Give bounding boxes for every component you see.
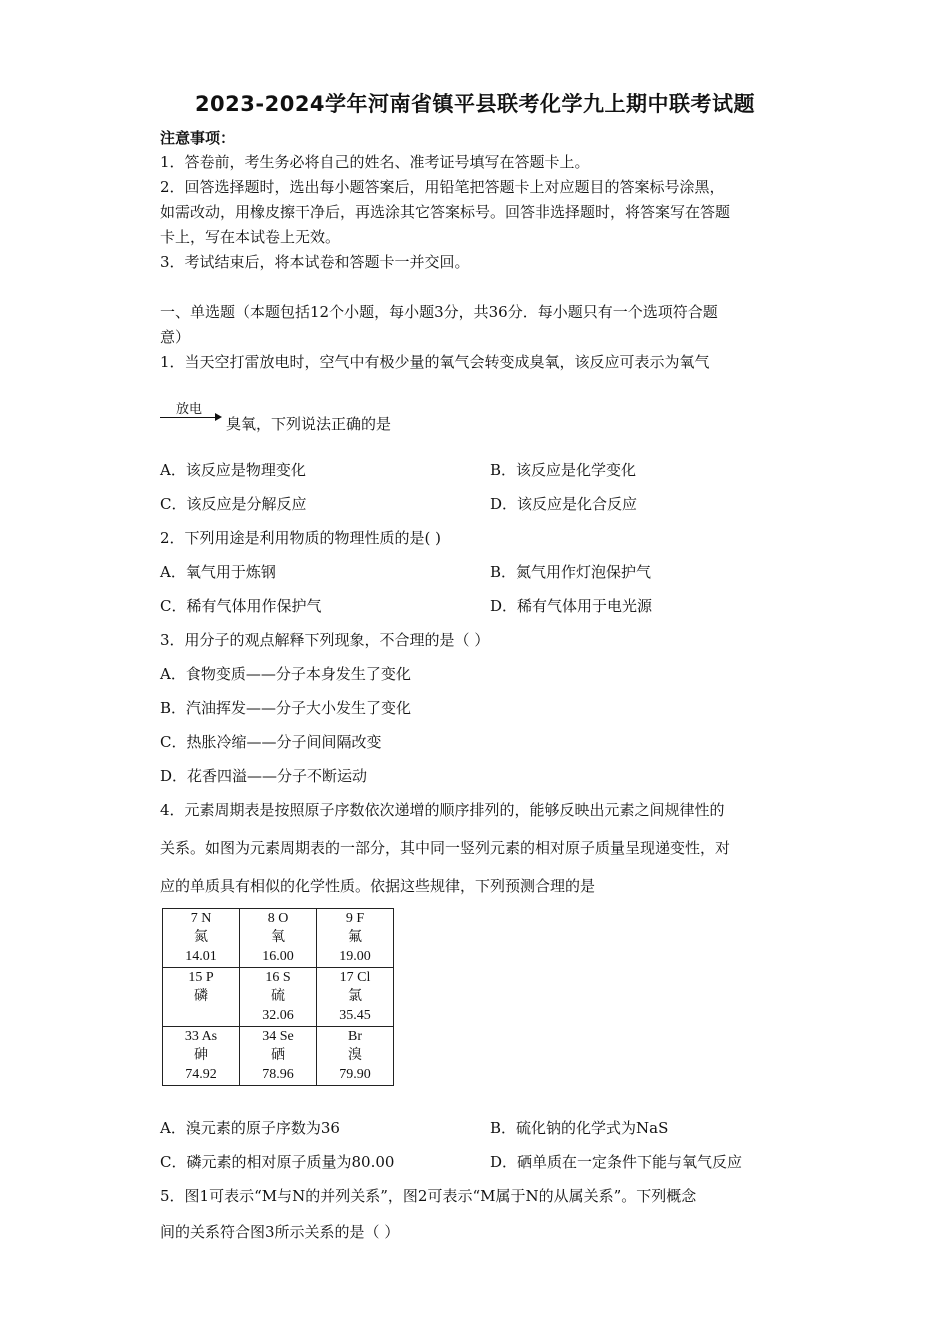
element-number-symbol: 34 Se — [262, 1029, 294, 1044]
element-mass: 16.00 — [262, 949, 294, 964]
arrow-line — [160, 417, 218, 418]
q4-option-a: A．溴元素的原子序数为36 — [160, 1119, 340, 1137]
element-cell — [163, 968, 240, 1027]
element-mass: 35.45 — [339, 1008, 371, 1023]
element-number-symbol: 15 P — [188, 970, 214, 985]
q5-stem: 5．图1可表示“M与N的并列关系”，图2可表示“M属于N的从属关系”。下列概念 — [160, 1187, 697, 1205]
element-number-symbol: 16 S — [265, 970, 291, 985]
q1-stem: 1．当天空打雷放电时，空气中有极少量的氧气会转变成臭氧，该反应可表示为氧气 — [160, 353, 710, 371]
element-mass: 79.90 — [339, 1067, 371, 1082]
element-mass: 14.01 — [185, 949, 217, 964]
q3-stem: 3．用分子的观点解释下列现象，不合理的是（ ） — [160, 631, 490, 649]
periodic-table-fragment — [162, 908, 394, 1086]
page-title: 2023-2024学年河南省镇平县联考化学九上期中联考试题 — [194, 92, 756, 116]
element-mass: 74.92 — [185, 1067, 217, 1082]
q4-option-d: D．硒单质在一定条件下能与氧气反应 — [490, 1153, 743, 1171]
q1-option-b: B．该反应是化学变化 — [490, 461, 637, 479]
notice-heading: 注意事项： — [160, 129, 236, 147]
notice-line: 1．答卷前，考生务必将自己的姓名、准考证号填写在答题卡上。 — [160, 153, 590, 171]
notice-line: 卡上，写在本试卷上无效。 — [160, 228, 341, 246]
element-number-symbol: 8 O — [267, 911, 289, 926]
element-number-symbol: 33 As — [184, 1029, 218, 1044]
q1-option-d: D．该反应是化合反应 — [490, 495, 638, 513]
q2-stem: 2．下列用途是利用物质的物理性质的是( ) — [160, 529, 442, 547]
q4-stem: 应的单质具有相似的化学性质。依据这些规律，下列预测合理的是 — [160, 877, 596, 895]
q1-option-a: A．该反应是物理变化 — [160, 461, 306, 479]
element-cell — [240, 968, 317, 1027]
element-cell — [317, 968, 394, 1027]
table-row — [163, 1027, 394, 1086]
element-number-symbol: 17 Cl — [339, 970, 371, 985]
q2-option-c: C．稀有气体用作保护气 — [160, 597, 322, 615]
reaction-arrow — [160, 398, 222, 428]
element-name: 氯 — [348, 989, 362, 1004]
q4-option-b: B．硫化钠的化学式为NaS — [490, 1119, 669, 1137]
element-cell — [163, 1027, 240, 1086]
q5-stem: 间的关系符合图3所示关系的是（ ） — [160, 1223, 400, 1241]
notice-line: 3．考试结束后，将本试卷和答题卡一并交回。 — [160, 253, 470, 271]
element-name: 硒 — [271, 1048, 285, 1063]
element-cell — [240, 1027, 317, 1086]
q3-option-c: C．热胀冷缩——分子间间隔改变 — [160, 733, 382, 751]
element-name: 硫 — [271, 989, 285, 1004]
element-cell — [317, 1027, 394, 1086]
element-name: 氮 — [194, 930, 208, 945]
element-name: 氟 — [348, 930, 362, 945]
notice-line: 2．回答选择题时，选出每小题答案后，用铅笔把答题卡上对应题目的答案标号涂黑， — [160, 178, 725, 196]
q2-option-b: B．氮气用作灯泡保护气 — [490, 563, 652, 581]
element-name: 磷 — [194, 989, 208, 1004]
element-number-symbol: Br — [348, 1029, 362, 1044]
element-number-symbol: 9 F — [345, 911, 365, 926]
element-name: 氧 — [271, 930, 285, 945]
q4-option-c: C．磷元素的相对原子质量为80.00 — [160, 1153, 395, 1171]
q1-stem-cont: 臭氧，下列说法正确的是 — [226, 415, 392, 433]
element-cell — [240, 909, 317, 968]
section-heading-cont: 意） — [160, 328, 191, 346]
section-heading: 一、单选题（本题包括12个小题，每小题3分，共36分．每小题只有一个选项符合题 — [160, 303, 718, 321]
element-mass: 32.06 — [262, 1008, 294, 1023]
element-cell — [163, 909, 240, 968]
element-number-symbol: 7 N — [190, 911, 212, 926]
table-row — [163, 968, 394, 1027]
q3-option-b: B．汽油挥发——分子大小发生了变化 — [160, 699, 412, 717]
element-name: 溴 — [348, 1048, 362, 1063]
q3-option-a: A．食物变质——分子本身发生了变化 — [160, 665, 411, 683]
q2-option-d: D．稀有气体用于电光源 — [490, 597, 653, 615]
element-mass: 78.96 — [262, 1067, 294, 1082]
reaction-condition: 放电 — [176, 402, 203, 417]
q1-option-c: C．该反应是分解反应 — [160, 495, 307, 513]
element-mass: 19.00 — [339, 949, 371, 964]
q2-option-a: A．氧气用于炼钢 — [160, 563, 276, 581]
arrow-right-icon — [215, 413, 222, 421]
q3-option-d: D．花香四溢——分子不断运动 — [160, 767, 368, 785]
table-row — [163, 909, 394, 968]
element-cell — [317, 909, 394, 968]
element-name: 砷 — [194, 1048, 208, 1063]
notice-line: 如需改动，用橡皮擦干净后，再选涂其它答案标号。回答非选择题时，将答案写在答题 — [160, 203, 731, 221]
q4-stem: 关系。如图为元素周期表的一部分，其中同一竖列元素的相对原子质量呈现递变性，对 — [160, 839, 731, 857]
q4-stem: 4．元素周期表是按照原子序数依次递增的顺序排列的，能够反映出元素之间规律性的 — [160, 801, 725, 819]
